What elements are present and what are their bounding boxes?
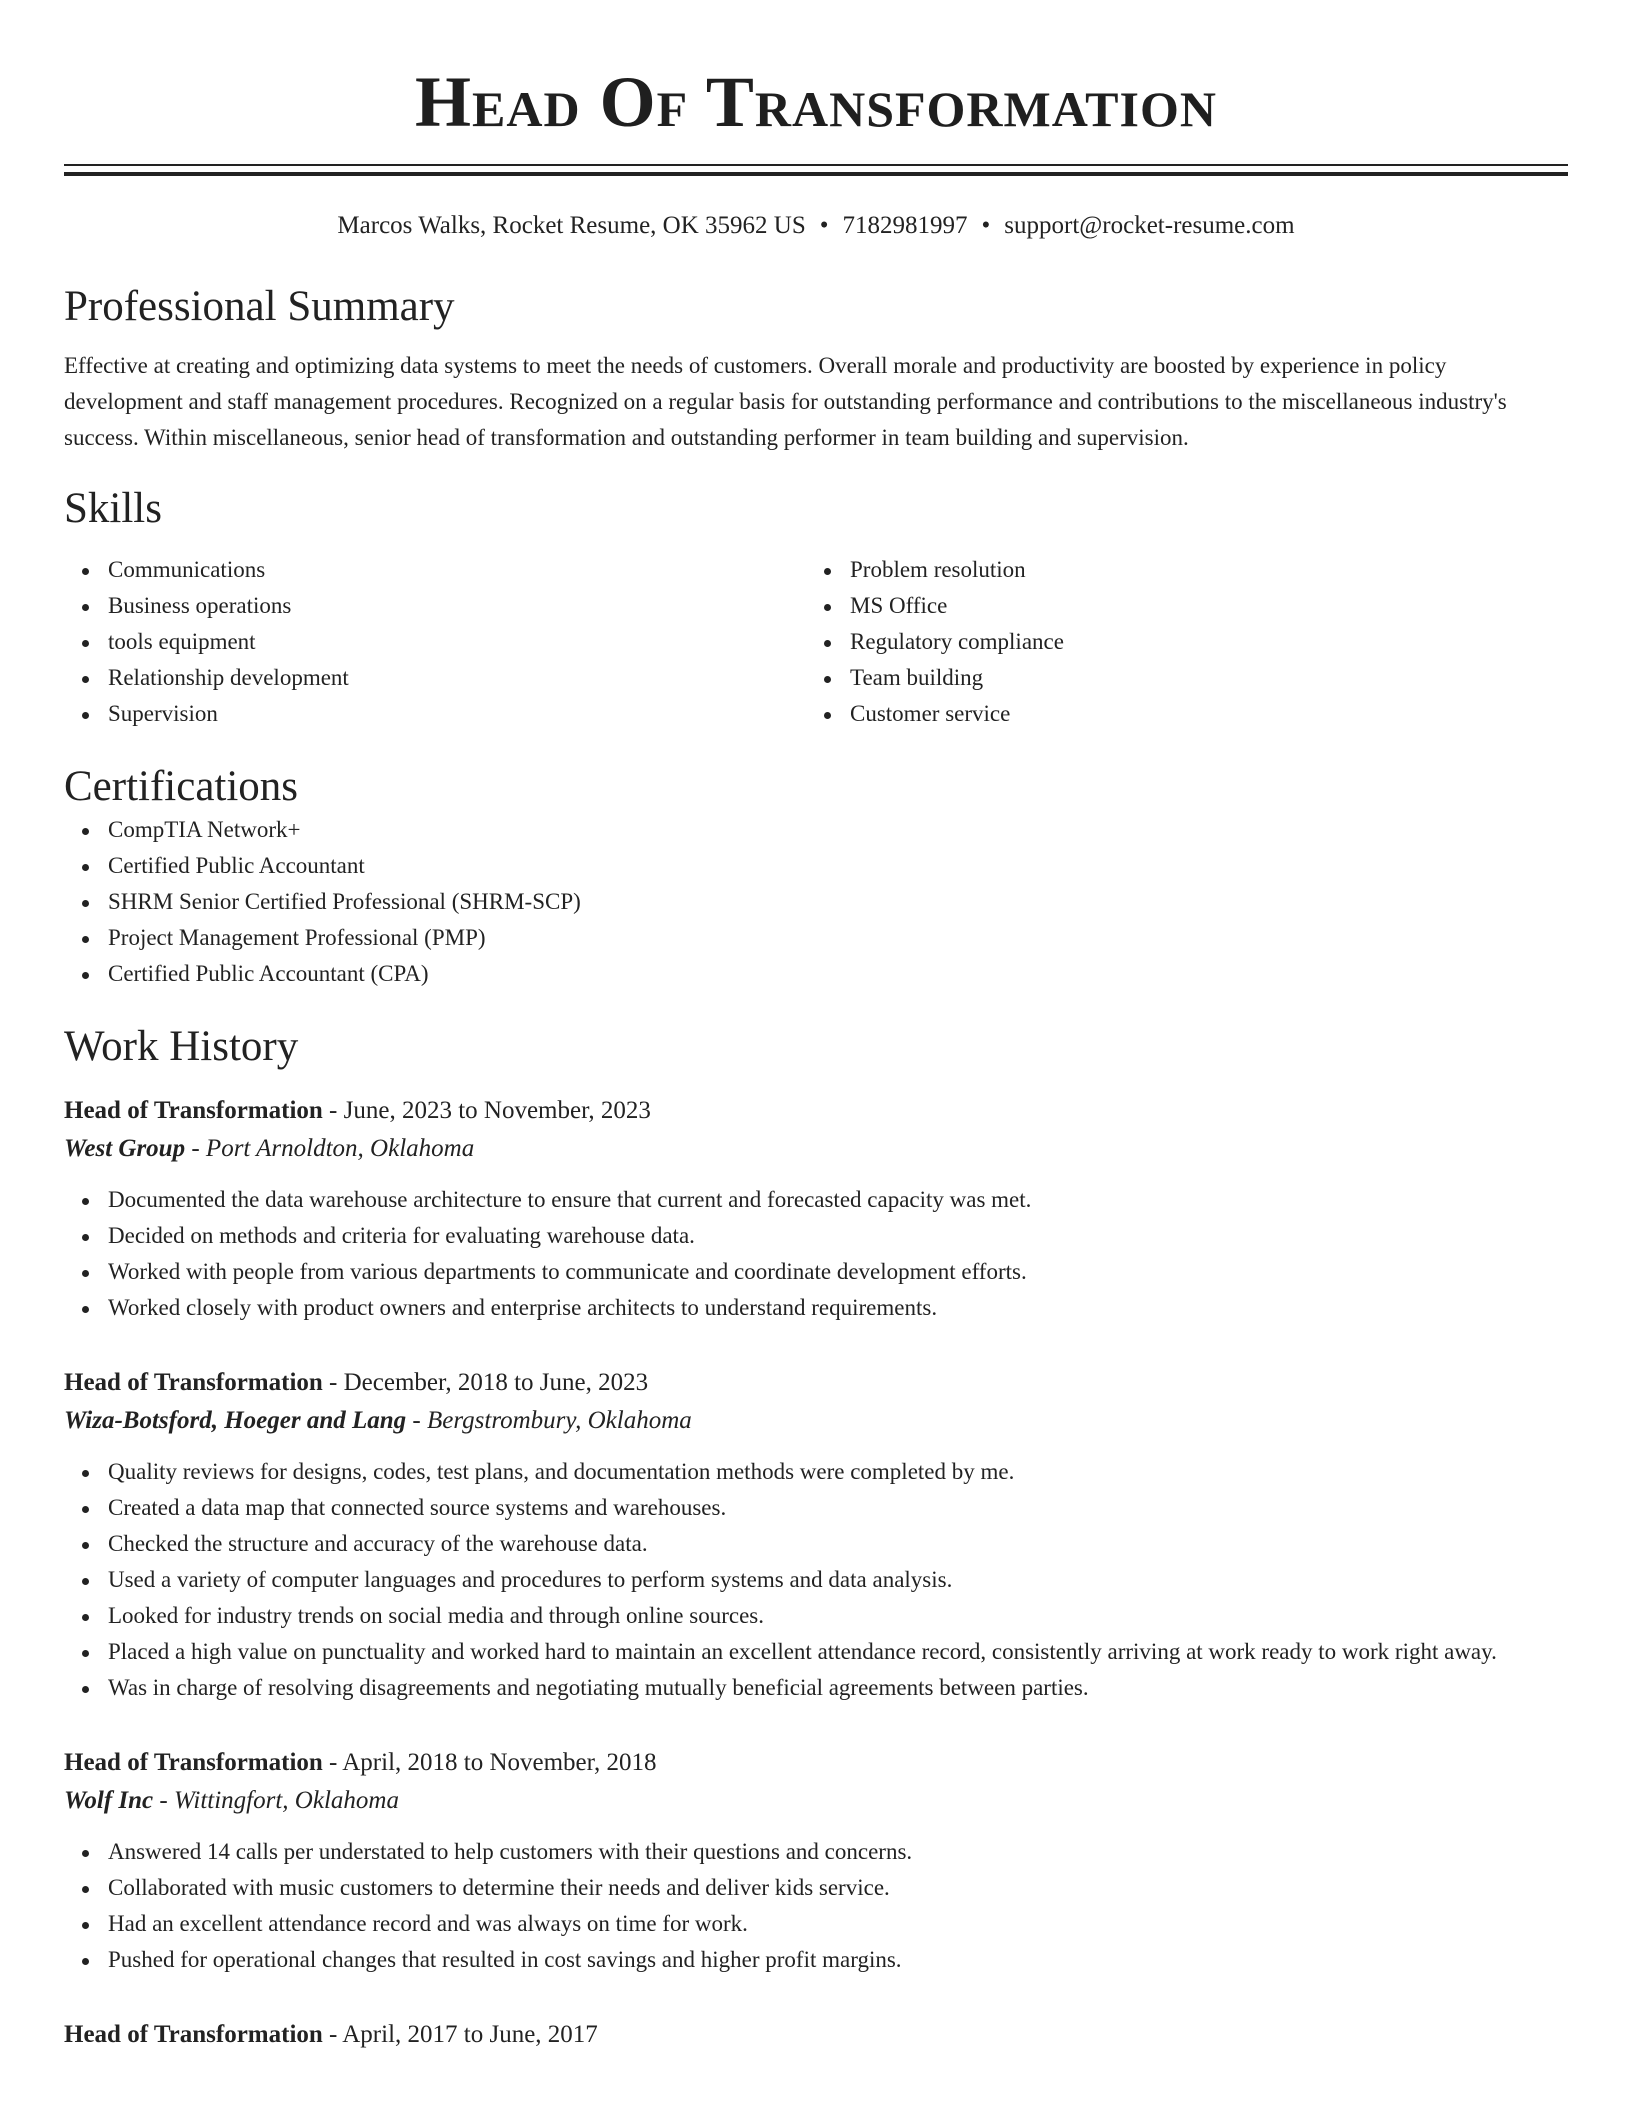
skills-column-right: [806, 552, 1548, 732]
job-dates: - June, 2023 to November, 2023: [322, 1097, 651, 1124]
certifications-list: [64, 812, 1568, 992]
section-title-skills: Skills: [64, 485, 162, 532]
job-bullet: Worked closely with product owners and enterprise architects to understand requirements.: [64, 1290, 1568, 1326]
job-bullet: Decided on methods and criteria for evaluating warehouse data.: [64, 1218, 1568, 1254]
job-bullet: Worked with people from various departments to communicate and coordinate development efforts.: [64, 1254, 1568, 1290]
job-bullets: [64, 1834, 1568, 1978]
summary-text: Effective at creating and optimizing data systems to meet the needs of customers. Overall morale and productivity are boosted by experience in policy development and staff management procedures. Recognized on a regular basis for outstanding performance and contributions to the miscellaneous industry's success. Within miscellaneous, senior head of transformation and outstanding performer in team building and supervision.: [64, 353, 1507, 450]
job-bullet: Looked for industry trends on social media and through online sources.: [64, 1598, 1568, 1634]
skills-list-right: [806, 552, 1548, 732]
certification-item: Certified Public Accountant: [64, 848, 1568, 884]
job-bullets: [64, 1182, 1568, 1326]
skill-item: Team building: [806, 660, 1548, 696]
job-bullet: Placed a high value on punctuality and worked hard to maintain an excellent attendance record, consistently arriving at work ready to work right away.: [64, 1634, 1568, 1670]
job-entry: [64, 1092, 1568, 1326]
skill-item: Customer service: [806, 696, 1548, 732]
job-company: West Group: [64, 1135, 186, 1162]
title-divider-thin: [64, 164, 1568, 166]
contact-address: Marcos Walks, Rocket Resume, OK 35962 US: [337, 212, 806, 239]
job-bullets: [64, 1454, 1568, 1706]
job-bullet: Was in charge of resolving disagreements and negotiating mutually beneficial agreements between parties.: [64, 1670, 1568, 1706]
job-bullet: Answered 14 calls per understated to help customers with their questions and concerns.: [64, 1834, 1568, 1870]
skills-grid: [64, 552, 1568, 732]
job-company-line: [64, 1130, 1568, 1168]
job-title: Head of Transformation: [64, 1369, 323, 1396]
job-bullet: Collaborated with music customers to determine their needs and deliver kids service.: [64, 1870, 1568, 1906]
job-dates: - December, 2018 to June, 2023: [322, 1369, 649, 1396]
job-bullet: Used a variety of computer languages and procedures to perform systems and data analysis.: [64, 1562, 1568, 1598]
section-title-work-history: Work History: [64, 1023, 299, 1070]
job-title-line: [64, 1364, 1568, 1402]
job-entry: [64, 1364, 1568, 1706]
skill-item: MS Office: [806, 588, 1548, 624]
contact-email[interactable]: support@rocket-resume.com: [1004, 212, 1295, 239]
job-location: - Bergstrombury, Oklahoma: [406, 1407, 692, 1434]
job-company: Wiza-Botsford, Hoeger and Lang: [64, 1407, 407, 1434]
job-title-line: [64, 2016, 1568, 2054]
skill-item: Business operations: [64, 588, 806, 624]
job-bullet: Had an excellent attendance record and was always on time for work.: [64, 1906, 1568, 1942]
contact-phone: 7182981997: [842, 212, 968, 239]
section-title-certifications: Certifications: [64, 763, 299, 810]
job-entry: [64, 2016, 1568, 2054]
certification-item: Certified Public Accountant (CPA): [64, 956, 1568, 992]
job-company-line: [64, 1402, 1568, 1440]
job-entry: [64, 1744, 1568, 1978]
skill-item: Regulatory compliance: [806, 624, 1548, 660]
job-title-line: [64, 1092, 1568, 1130]
job-bullet: Documented the data warehouse architecture to ensure that current and forecasted capacity was met.: [64, 1182, 1568, 1218]
job-location: - Wittingfort, Oklahoma: [153, 1787, 399, 1814]
job-dates: - April, 2018 to November, 2018: [322, 1749, 657, 1776]
skill-item: Relationship development: [64, 660, 806, 696]
job-title: Head of Transformation: [64, 1749, 323, 1776]
certification-item: CompTIA Network+: [64, 812, 1568, 848]
skill-item: Problem resolution: [806, 552, 1548, 588]
resume-page: [64, 0, 1568, 2054]
section-title-summary: Professional Summary: [64, 283, 455, 330]
job-bullet: Pushed for operational changes that resulted in cost savings and higher profit margins.: [64, 1942, 1568, 1978]
job-title: Head of Transformation: [64, 1097, 323, 1124]
resume-title: Head Of Transformation: [415, 62, 1217, 142]
job-bullet: Created a data map that connected source systems and warehouses.: [64, 1490, 1568, 1526]
contact-separator: •: [819, 212, 829, 239]
job-bullet: Quality reviews for designs, codes, test plans, and documentation methods were completed by me.: [64, 1454, 1568, 1490]
job-bullet: Checked the structure and accuracy of the warehouse data.: [64, 1526, 1568, 1562]
skill-item: Supervision: [64, 696, 806, 732]
contact-line: [64, 210, 1568, 242]
job-company: Wolf Inc: [64, 1787, 154, 1814]
job-company-line: [64, 1782, 1568, 1820]
contact-separator: •: [981, 212, 991, 239]
job-location: - Port Arnoldton, Oklahoma: [185, 1135, 475, 1162]
title-divider-thick: [64, 172, 1568, 176]
certification-item: Project Management Professional (PMP): [64, 920, 1568, 956]
certification-item: SHRM Senior Certified Professional (SHRM-SCP): [64, 884, 1568, 920]
skill-item: Communications: [64, 552, 806, 588]
skills-list-left: [64, 552, 806, 732]
job-title-line: [64, 1744, 1568, 1782]
job-dates: - April, 2017 to June, 2017: [322, 2021, 598, 2048]
skill-item: tools equipment: [64, 624, 806, 660]
job-title: Head of Transformation: [64, 2021, 323, 2048]
skills-column-left: [64, 552, 806, 732]
